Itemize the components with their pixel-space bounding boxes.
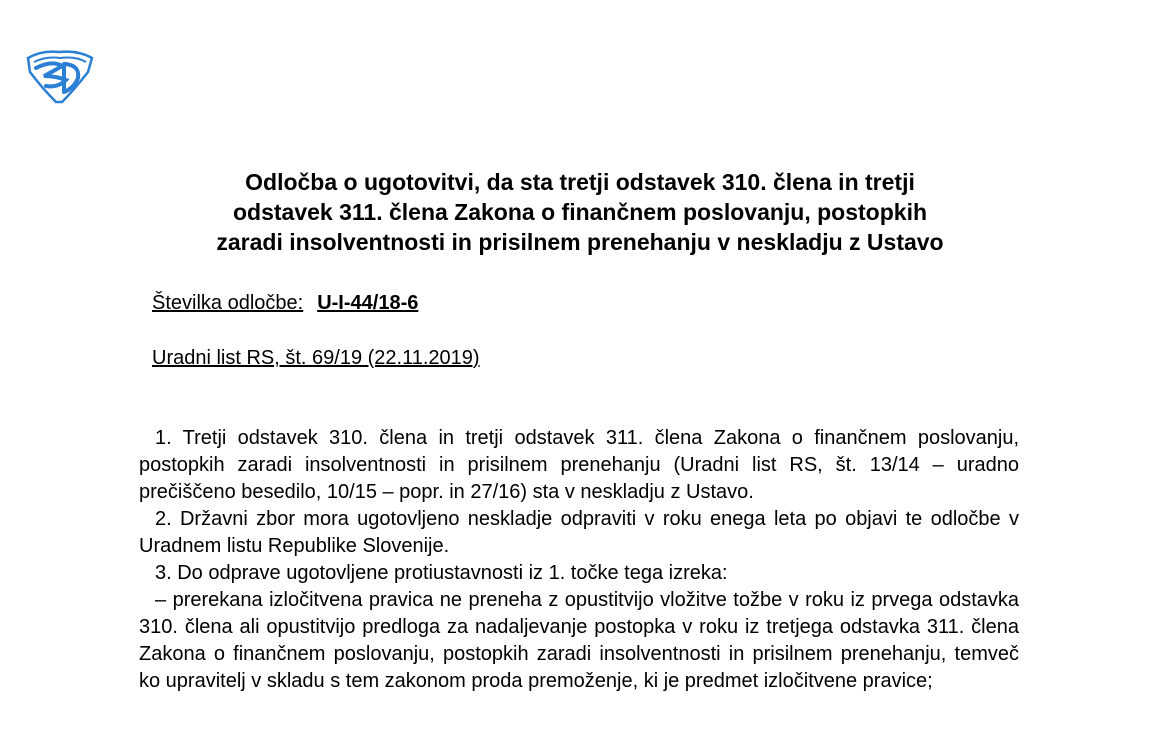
title-line: odstavek 311. člena Zakona o finančnem poslovanju, postopkih (232, 199, 928, 225)
decision-number (152, 291, 418, 315)
paragraph: 3. Do odprave ugotovljene protiustavnosti iz 1. točke tega izreka: (155, 562, 728, 584)
paragraph: – prerekana izločitvena pravica ne preneha z opustitvijo vložitve tožbe v roku iz prvega odstavka 310. člena ali opustitvijo predloga za nadaljevanje postopka v roku iz tretjega odstavka 311. člena Zakona o finančnem poslovanju, postopkih zaradi insolventnosti in prisilnem prenehanju, temveč ko upravitelj v skladu s tem zakonom proda premoženje, ki je predmet izločitvene pravice; (139, 589, 1019, 692)
decision-number-value: U-I-44/18-6 (317, 292, 419, 314)
title-line: Odločba o ugotovitvi, da sta tretji odstavek 310. člena in tretji (245, 169, 915, 195)
gazette-reference: Uradni list RS, št. 69/19 (22.11.2019) (152, 347, 480, 369)
decision-number-label: Številka odločbe: (152, 292, 304, 314)
constitutional-court-logo-icon (22, 48, 96, 104)
decision-body (139, 425, 1019, 695)
paragraph: 1. Tretji odstavek 310. člena in tretji odstavek 311. člena Zakona o finančnem poslovanju, postopkih zaradi insolventnosti in prisilnem prenehanju (Uradni list RS, št. 13/14 – uradno prečiščeno besedilo, 10/15 – popr. in 27/16) sta v neskladju z Ustavo. (139, 427, 1019, 503)
document-title (120, 167, 1040, 257)
title-line: zaradi insolventnosti in prisilnem prenehanju v neskladju z Ustavo (216, 229, 944, 255)
paragraph: 2. Državni zbor mora ugotovljeno neskladje odpraviti v roku enega leta po objavi te odločbe v Uradnem listu Republike Slovenije. (139, 508, 1019, 557)
